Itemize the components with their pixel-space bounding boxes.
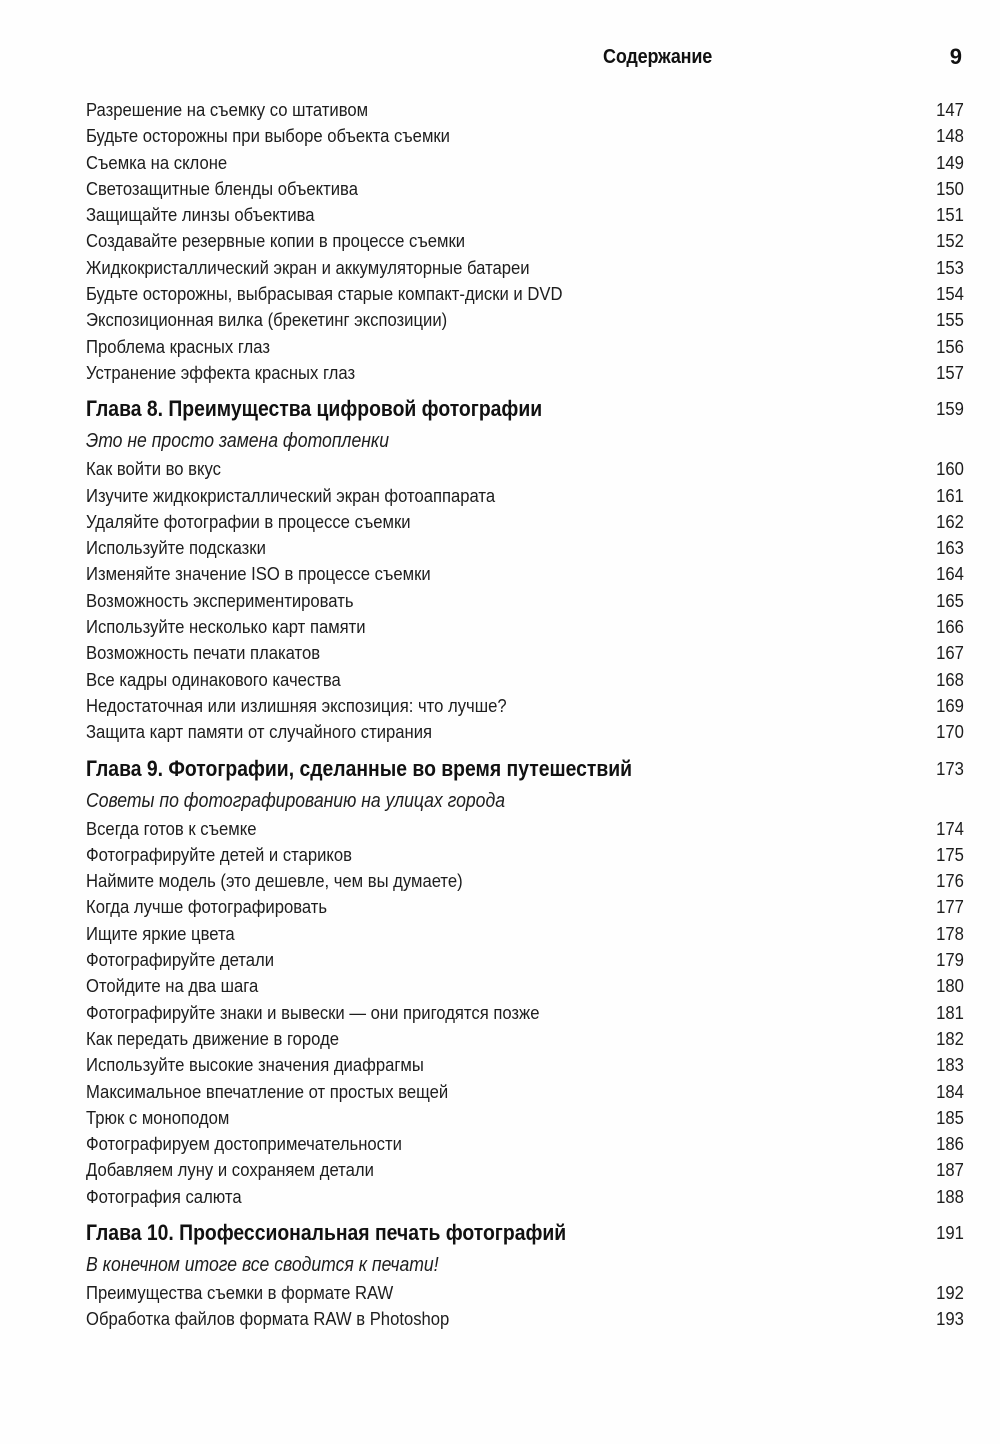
entry-page: 169 — [936, 694, 964, 716]
entry-title: Возможность экспериментировать — [86, 589, 354, 611]
toc-entry[interactable] — [86, 307, 964, 333]
entry-title: Жидкокристаллический экран и аккумуляторные батареи — [86, 256, 530, 278]
toc-entry[interactable] — [86, 176, 964, 202]
entry-title: Проблема красных глаз — [86, 335, 270, 357]
entry-page: 157 — [936, 361, 964, 383]
entry-title: Добавляем луну и сохраняем детали — [86, 1159, 374, 1181]
entry-title: Как передать движение в городе — [86, 1027, 340, 1049]
entry-page: 179 — [936, 949, 964, 971]
entry-title: Трюк с моноподом — [86, 1106, 230, 1128]
chapter-10-section — [86, 1216, 964, 1333]
toc-entry[interactable] — [86, 456, 964, 482]
entry-title: Устранение эффекта красных глаз — [86, 361, 356, 383]
entry-page: 161 — [936, 484, 964, 506]
entry-page: 188 — [936, 1185, 964, 1207]
entry-page: 193 — [936, 1308, 964, 1330]
toc-entry[interactable] — [86, 1000, 964, 1026]
running-title: Содержание — [603, 46, 713, 68]
entry-title: Создавайте резервные копии в процессе съемки — [86, 230, 466, 252]
toc-entry[interactable] — [86, 202, 964, 228]
entry-title: Будьте осторожны при выборе объекта съемки — [86, 125, 450, 147]
entry-title: Используйте подсказки — [86, 537, 266, 559]
toc-entry[interactable] — [86, 360, 964, 386]
toc-entry[interactable] — [86, 1280, 964, 1306]
toc-entry[interactable] — [86, 150, 964, 176]
toc-entry[interactable] — [86, 816, 964, 842]
entry-page: 165 — [936, 589, 964, 611]
toc-entry[interactable] — [86, 1131, 964, 1157]
chapter-heading[interactable] — [86, 1216, 964, 1250]
entry-page: 153 — [936, 256, 964, 278]
entry-title: Недостаточная или излишняя экспозиция: что лучше? — [86, 694, 507, 716]
chapter-title: Глава 9. Фотографии, сделанные во время путешествий — [86, 755, 633, 781]
toc-entry[interactable] — [86, 255, 964, 281]
entry-title: Все кадры одинакового качества — [86, 668, 341, 690]
entry-page: 162 — [936, 510, 964, 532]
entry-page: 167 — [936, 642, 964, 664]
toc-entry[interactable] — [86, 1026, 964, 1052]
chapter-subtitle — [86, 426, 964, 456]
entry-title: Защищайте линзы объектива — [86, 204, 315, 226]
entry-page: 186 — [936, 1133, 964, 1155]
entry-title: Изменяйте значение ISO в процессе съемки — [86, 563, 431, 585]
chapter-heading[interactable] — [86, 752, 964, 786]
toc-entry[interactable] — [86, 693, 964, 719]
toc-entry[interactable] — [86, 894, 964, 920]
chapter-subtitle-text: Советы по фотографированию на улицах города — [86, 789, 505, 812]
entry-page: 160 — [936, 458, 964, 480]
toc-entry[interactable] — [86, 719, 964, 745]
entry-title: Изучите жидкокристаллический экран фотоаппарата — [86, 484, 496, 506]
entry-title: Когда лучше фотографировать — [86, 896, 328, 918]
entry-page: 178 — [936, 922, 964, 944]
entry-title: Максимальное впечатление от простых вещей — [86, 1080, 449, 1102]
entry-title: Будьте осторожны, выбрасывая старые компакт-диски и DVD — [86, 283, 563, 305]
chapter-8-section — [86, 392, 964, 745]
entry-page: 163 — [936, 537, 964, 559]
entry-title: Ищите яркие цвета — [86, 922, 235, 944]
entry-page: 177 — [936, 896, 964, 918]
toc-entry[interactable] — [86, 97, 964, 123]
entry-title: Светозащитные бленды объектива — [86, 177, 358, 199]
chapter-page: 159 — [936, 398, 964, 420]
entry-page: 164 — [936, 563, 964, 585]
chapter-page: 173 — [936, 757, 964, 779]
entry-page: 183 — [936, 1054, 964, 1076]
entry-page: 155 — [936, 309, 964, 331]
toc-entry[interactable] — [86, 868, 964, 894]
toc-entry[interactable] — [86, 1079, 964, 1105]
toc-entry[interactable] — [86, 561, 964, 587]
entry-page: 181 — [936, 1001, 964, 1023]
chapter-heading[interactable] — [86, 392, 964, 426]
chapter-subtitle-text: В конечном итоге все сводится к печати! — [86, 1253, 439, 1276]
running-head — [600, 44, 962, 74]
entry-page: 156 — [936, 335, 964, 357]
entry-page: 147 — [936, 99, 964, 120]
toc-entry[interactable] — [86, 535, 964, 561]
entry-page: 166 — [936, 616, 964, 638]
continued-section — [86, 97, 964, 386]
page-number: 9 — [949, 44, 962, 69]
entry-page: 182 — [936, 1027, 964, 1049]
toc-entry[interactable] — [86, 1184, 964, 1210]
entry-title: Разрешение на съемку со штативом — [86, 99, 369, 120]
toc-entry[interactable] — [86, 973, 964, 999]
entry-title: Фотографируйте детей и стариков — [86, 843, 353, 865]
toc-entry[interactable] — [86, 614, 964, 640]
entry-title: Преимущества съемки в формате RAW — [86, 1281, 394, 1303]
entry-page: 180 — [936, 975, 964, 997]
entry-title: Защита карт памяти от случайного стирания — [86, 721, 433, 743]
toc-entry[interactable] — [86, 281, 964, 307]
entry-page: 184 — [936, 1080, 964, 1102]
entry-title: Фотографируем достопримечательности — [86, 1133, 402, 1155]
toc-entry[interactable] — [86, 588, 964, 614]
entry-title: Отойдите на два шага — [86, 975, 259, 997]
entry-title: Фотография салюта — [86, 1185, 242, 1207]
toc-entry[interactable] — [86, 640, 964, 666]
toc-entry[interactable] — [86, 1157, 964, 1183]
entry-page: 192 — [936, 1281, 964, 1303]
entry-title: Как войти во вкус — [86, 458, 221, 480]
entry-page: 154 — [936, 283, 964, 305]
toc-entry[interactable] — [86, 123, 964, 149]
entry-page: 174 — [936, 817, 964, 839]
entry-title: Съемка на склоне — [86, 151, 228, 173]
toc-entry[interactable] — [86, 947, 964, 973]
entry-page: 149 — [936, 151, 964, 173]
entry-page: 176 — [936, 870, 964, 892]
entry-page: 150 — [936, 177, 964, 199]
toc-entry[interactable] — [86, 842, 964, 868]
toc-entry[interactable] — [86, 921, 964, 947]
entry-title: Экспозиционная вилка (брекетинг экспозиции) — [86, 309, 448, 331]
chapter-title: Глава 10. Профессиональная печать фотографий — [86, 1219, 567, 1245]
toc-entry[interactable] — [86, 334, 964, 360]
entry-page: 151 — [936, 204, 964, 226]
entry-title: Возможность печати плакатов — [86, 642, 321, 664]
entry-page: 152 — [936, 230, 964, 252]
table-of-contents — [86, 97, 964, 1333]
entry-page: 170 — [936, 721, 964, 743]
chapter-title: Глава 8. Преимущества цифровой фотографии — [86, 396, 543, 422]
entry-title: Используйте высокие значения диафрагмы — [86, 1054, 424, 1076]
entry-page: 187 — [936, 1159, 964, 1181]
entry-title: Всегда готов к съемке — [86, 817, 257, 839]
chapter-9-section — [86, 752, 964, 1210]
chapter-subtitle — [86, 786, 964, 816]
chapter-page: 191 — [936, 1221, 964, 1243]
toc-entry[interactable] — [86, 1052, 964, 1078]
entry-title: Используйте несколько карт памяти — [86, 616, 366, 638]
toc-entry[interactable] — [86, 483, 964, 509]
entry-title: Фотографируйте детали — [86, 949, 275, 971]
entry-title: Удаляйте фотографии в процессе съемки — [86, 510, 411, 532]
entry-title: Фотографируйте знаки и вывески — они пригодятся позже — [86, 1001, 540, 1023]
toc-entry[interactable] — [86, 1105, 964, 1131]
entry-page: 175 — [936, 843, 964, 865]
toc-entry[interactable] — [86, 1306, 964, 1332]
chapter-subtitle — [86, 1250, 964, 1280]
entry-page: 185 — [936, 1106, 964, 1128]
toc-entry[interactable] — [86, 667, 964, 693]
entry-page: 148 — [936, 125, 964, 147]
chapter-subtitle-text: Это не просто замена фотопленки — [86, 430, 390, 453]
toc-entry[interactable] — [86, 228, 964, 254]
entry-page: 168 — [936, 668, 964, 690]
entry-title: Наймите модель (это дешевле, чем вы думаете) — [86, 870, 463, 892]
entry-title: Обработка файлов формата RAW в Photoshop — [86, 1308, 450, 1330]
toc-entry[interactable] — [86, 509, 964, 535]
